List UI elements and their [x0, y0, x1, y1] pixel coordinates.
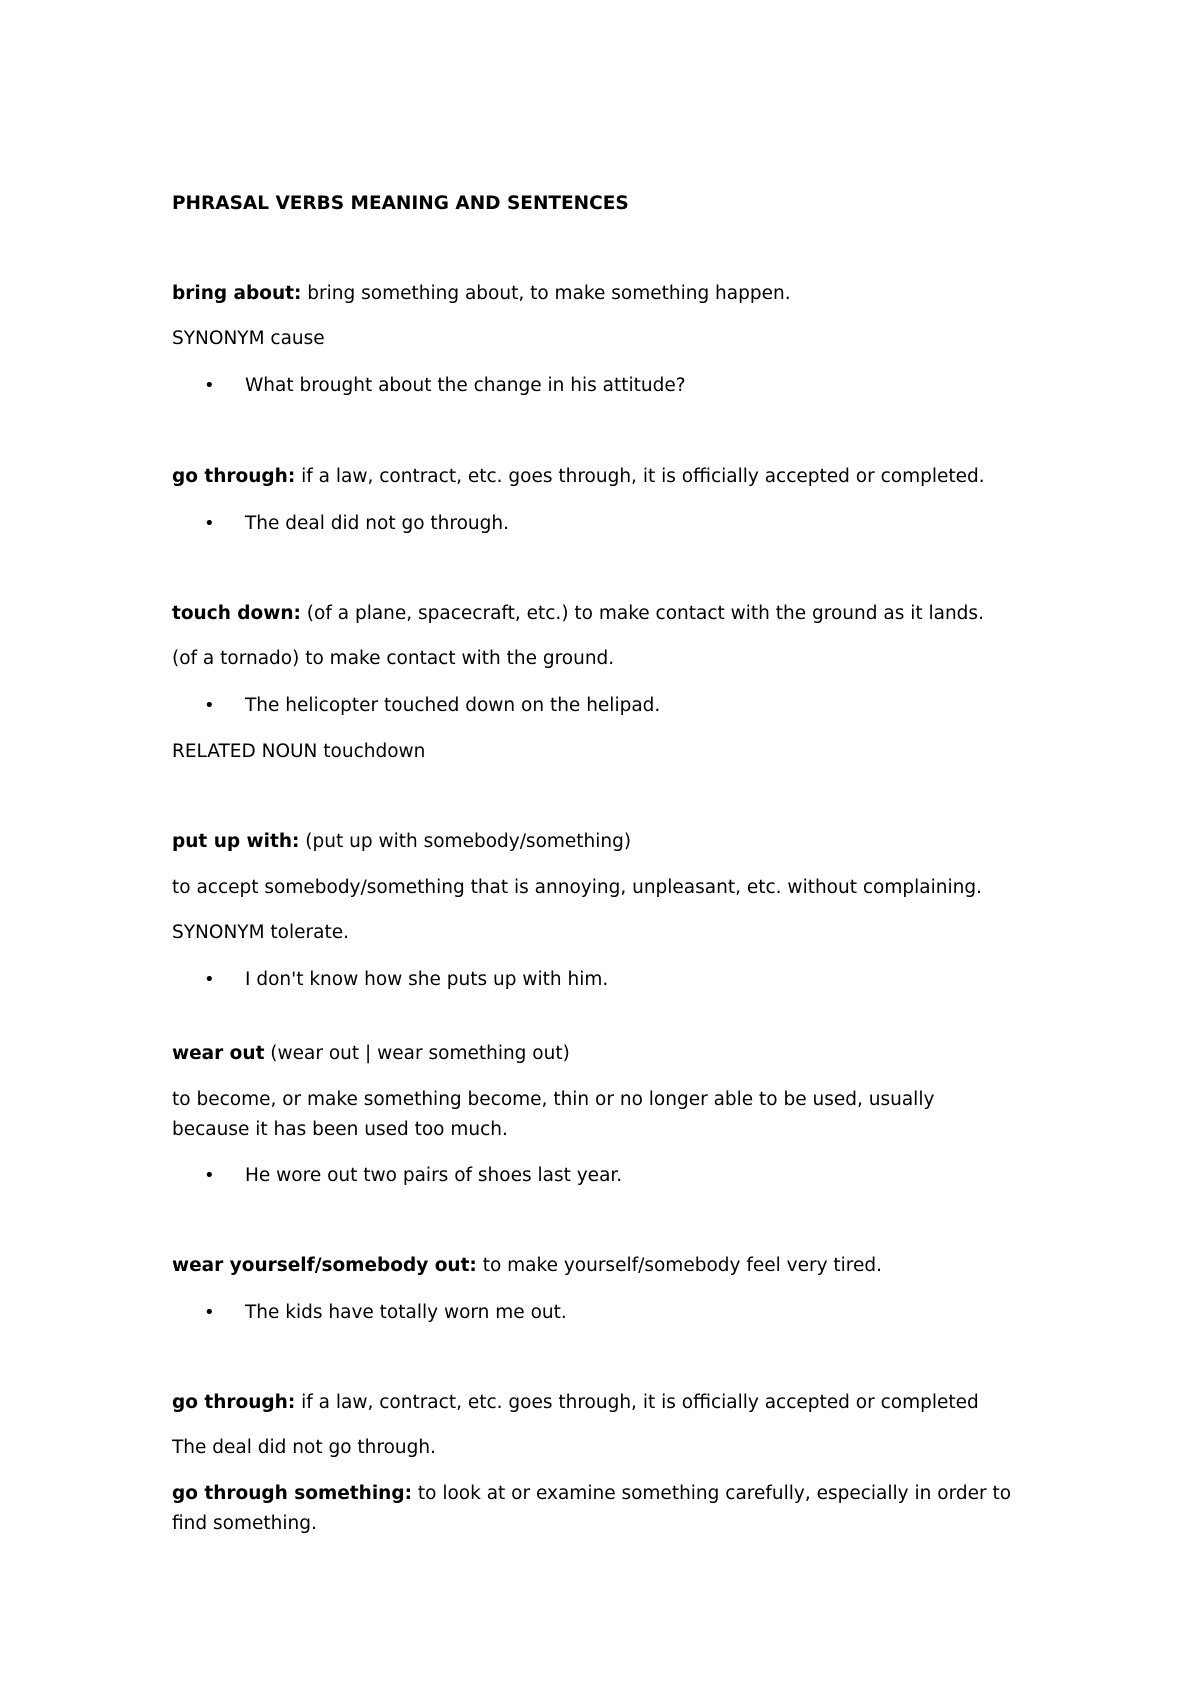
entry-put-up-with-definition: [172, 827, 631, 857]
entry-go-through-2-example: The deal did not go through.: [172, 1437, 436, 1458]
entry-term: bring about:: [172, 283, 302, 304]
entry-go-through-something-definition: [172, 1479, 1011, 1509]
bullet-icon: •: [204, 513, 215, 534]
bullet-icon: •: [204, 1165, 215, 1186]
entry-term: touch down:: [172, 603, 301, 624]
page-title: PHRASAL VERBS MEANING AND SENTENCES: [172, 193, 629, 214]
entry-definition: (wear out | wear something out): [264, 1043, 570, 1064]
bullet-icon: •: [204, 969, 215, 990]
entry-term: go through something:: [172, 1483, 412, 1504]
example-text: The helicopter touched down on the helipad.: [245, 695, 661, 716]
entry-definition: bring something about, to make something happen.: [301, 283, 791, 304]
entry-put-up-with-synonym: SYNONYM tolerate.: [172, 922, 349, 943]
entry-touch-down-definition-2: (of a tornado) to make contact with the ground.: [172, 648, 615, 669]
entry-wear-out-definition-2a: to become, or make something become, thin or no longer able to be used, usually: [172, 1089, 935, 1110]
example-text: The kids have totally worn me out.: [245, 1302, 567, 1323]
entry-term: wear yourself/somebody out:: [172, 1255, 477, 1276]
example-text: I don't know how she puts up with him.: [245, 969, 609, 990]
example-text: The deal did not go through.: [245, 513, 509, 534]
entry-term: go through:: [172, 1392, 296, 1413]
entry-term: put up with:: [172, 831, 300, 852]
example-text: He wore out two pairs of shoes last year.: [245, 1165, 623, 1186]
entry-bring-about-definition: [172, 279, 791, 309]
bullet-icon: •: [204, 1302, 215, 1323]
entry-go-through-definition: [172, 462, 985, 492]
entry-wear-yourself-out-definition: [172, 1251, 882, 1281]
entry-definition: to make yourself/somebody feel very tired.: [476, 1255, 882, 1276]
entry-wear-out-definition: [172, 1039, 570, 1069]
entry-touch-down-definition: [172, 599, 984, 629]
entry-definition: to look at or examine something carefully, especially in order to: [411, 1483, 1012, 1504]
entry-term: wear out: [172, 1043, 265, 1064]
example-text: What brought about the change in his attitude?: [245, 375, 686, 396]
entry-definition: (of a plane, spacecraft, etc.) to make contact with the ground as it lands.: [300, 603, 984, 624]
bullet-icon: •: [204, 375, 215, 396]
entry-touch-down-related: RELATED NOUN touchdown: [172, 741, 426, 762]
entry-definition: if a law, contract, etc. goes through, it is officially accepted or completed.: [295, 466, 985, 487]
entry-go-through-something-definition-2: find something.: [172, 1513, 317, 1534]
bullet-icon: •: [204, 695, 215, 716]
entry-term: go through:: [172, 466, 296, 487]
entry-definition: (put up with somebody/something): [299, 831, 632, 852]
entry-go-through-2-definition: [172, 1388, 979, 1418]
entry-bring-about-synonym: SYNONYM cause: [172, 328, 325, 349]
entry-put-up-with-definition-2: to accept somebody/something that is annoying, unpleasant, etc. without complaining.: [172, 877, 982, 898]
entry-wear-out-definition-2b: because it has been used too much.: [172, 1119, 508, 1140]
entry-definition: if a law, contract, etc. goes through, it is officially accepted or completed: [295, 1392, 979, 1413]
